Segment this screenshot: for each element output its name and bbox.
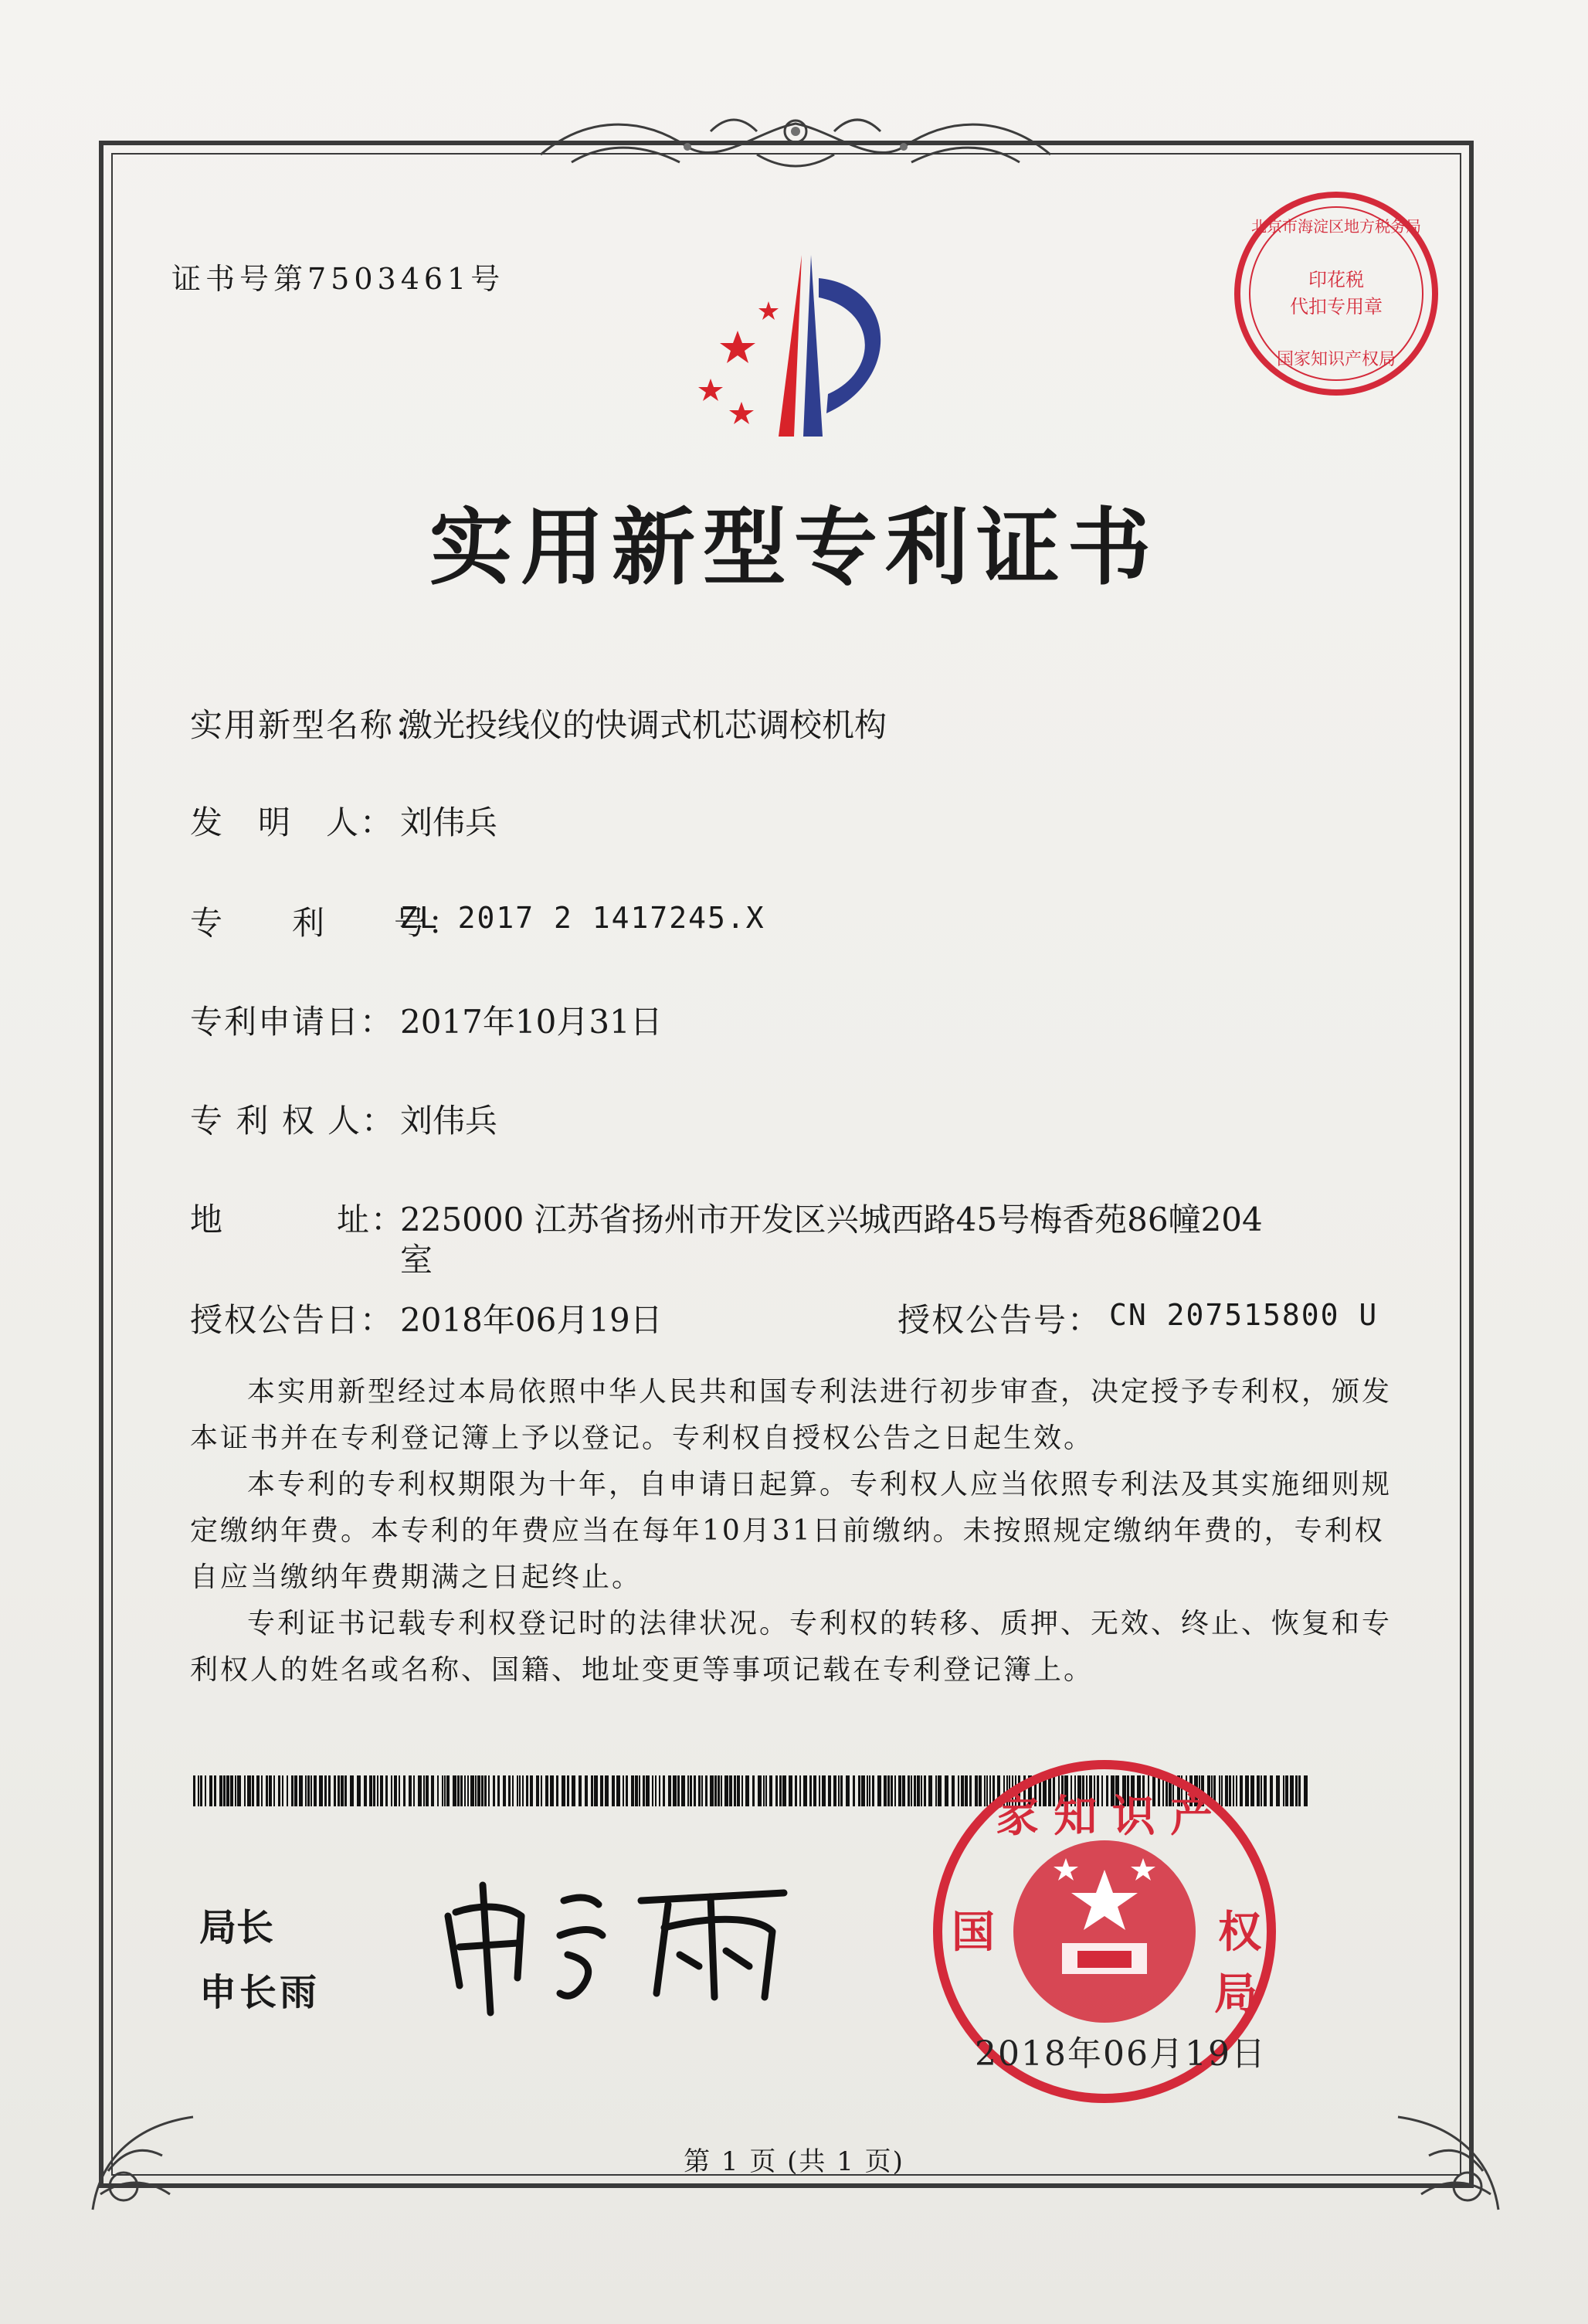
barcode-bar	[380, 1775, 383, 1806]
barcode-bar	[623, 1775, 624, 1806]
svg-text:权: 权	[1218, 1907, 1261, 1958]
barcode-bar	[517, 1775, 518, 1806]
barcode-bar	[324, 1775, 327, 1806]
utility-model-name-value: 激光投线仪的快调式机芯调校机构	[400, 706, 887, 744]
barcode-bar	[668, 1775, 671, 1806]
barcode-bar	[305, 1775, 307, 1806]
barcode-bar	[714, 1775, 717, 1806]
barcode-bar	[803, 1775, 807, 1806]
barcode-bar	[269, 1775, 272, 1806]
barcode-bar	[394, 1775, 397, 1806]
barcode-bar	[652, 1775, 653, 1806]
barcode-bar	[779, 1775, 782, 1806]
barcode-bar	[690, 1775, 692, 1806]
barcode-bar	[1298, 1775, 1301, 1806]
address-label-start: 地	[190, 1201, 225, 1238]
barcode-bar	[338, 1775, 340, 1806]
barcode-bar	[282, 1775, 283, 1806]
application-date-value: 2017年10月31日	[400, 1003, 663, 1041]
barcode-bar	[924, 1775, 926, 1806]
barcode-bar	[853, 1775, 855, 1806]
barcode-bar	[278, 1775, 280, 1806]
barcode-bar	[444, 1775, 446, 1806]
barcode-bar	[299, 1775, 303, 1806]
barcode-bar	[673, 1775, 677, 1806]
barcode-bar	[763, 1775, 765, 1806]
patent-number-label: 专 利 号：	[190, 904, 463, 942]
barcode-bar	[789, 1775, 792, 1806]
paragraph-2: 本专利的专利权期限为十年，自申请日起算。专利权人应当依照专利法及其实施细则规定缴纳年费。本专利的年费应当在每年10月31日前缴纳。未按照规定缴纳年费的，专利权自应当缴纳年费期满之日起终止。	[190, 1469, 1393, 1593]
grant-date-label: 授权公告日：	[190, 1301, 395, 1339]
barcode-bar	[214, 1775, 216, 1806]
grant-number-label: 授权公告号：	[897, 1301, 1102, 1339]
barcode-bar	[655, 1775, 657, 1806]
barcode-bar	[219, 1775, 222, 1806]
barcode-bar	[457, 1775, 460, 1806]
barcode-bar	[314, 1775, 317, 1806]
top-ornament-icon	[525, 100, 1066, 185]
barcode-bar	[894, 1775, 896, 1806]
barcode-bar	[594, 1775, 598, 1806]
barcode-bar	[418, 1775, 422, 1806]
barcode-bar	[205, 1775, 206, 1806]
barcode-bar	[256, 1775, 260, 1806]
barcode-bar	[541, 1775, 542, 1806]
barcode-bar	[782, 1775, 786, 1806]
barcode-bar	[838, 1775, 840, 1806]
barcode-bar	[626, 1775, 628, 1806]
barcode-bar	[1295, 1775, 1298, 1806]
barcode-bar	[724, 1775, 728, 1806]
barcode-bar	[470, 1775, 474, 1806]
barcode-bar	[209, 1775, 212, 1806]
barcode-bar	[446, 1775, 450, 1806]
barcode-bar	[734, 1775, 736, 1806]
barcode-bar	[869, 1775, 870, 1806]
barcode-bar	[1283, 1775, 1284, 1806]
barcode-bar	[1304, 1775, 1308, 1806]
barcode-bar	[437, 1775, 439, 1806]
barcode-bar	[729, 1775, 732, 1806]
barcode-bar	[503, 1775, 506, 1806]
barcode-bar	[522, 1775, 524, 1806]
svg-text:北京市海淀区地方税务局: 北京市海淀区地方税务局	[1251, 217, 1421, 236]
barcode-bar	[631, 1775, 634, 1806]
barcode-bar	[223, 1775, 226, 1806]
barcode-bar	[795, 1775, 797, 1806]
barcode-bar	[643, 1775, 645, 1806]
barcode-bar	[193, 1775, 195, 1806]
barcode-bar	[591, 1775, 593, 1806]
director-signature	[433, 1870, 803, 2017]
barcode-bar	[475, 1775, 477, 1806]
address-value-line1: 225000 江苏省扬州市开发区兴城西路45号梅香苑86幢204	[400, 1201, 1263, 1238]
svg-text:家 知 识 产: 家 知 识 产	[995, 1791, 1214, 1842]
barcode-bar	[244, 1775, 246, 1806]
barcode-bar	[721, 1775, 722, 1806]
barcode-bar	[681, 1775, 685, 1806]
barcode-bar	[701, 1775, 703, 1806]
barcode-bar	[562, 1775, 565, 1806]
barcode-bar	[493, 1775, 495, 1806]
svg-text:印花税: 印花税	[1308, 269, 1364, 290]
barcode-bar	[364, 1775, 367, 1806]
barcode-bar	[567, 1775, 569, 1806]
barcode-bar	[399, 1775, 400, 1806]
svg-text:局: 局	[1214, 1969, 1257, 2020]
barcode-bar	[350, 1775, 354, 1806]
barcode-bar	[519, 1775, 521, 1806]
paragraph-3: 专利证书记载专利权登记时的法律状况。专利权的转移、质押、无效、终止、恢复和专利权人的姓名或名称、国籍、地址变更等事项记载在专利登记簿上。	[190, 1608, 1393, 1686]
patent-office-logo-icon	[664, 247, 919, 448]
barcode-bar	[526, 1775, 528, 1806]
barcode-bar	[775, 1775, 778, 1806]
barcode-bar	[536, 1775, 539, 1806]
barcode-bar	[266, 1775, 268, 1806]
barcode-bar	[687, 1775, 689, 1806]
patentee-label: 专 利 权 人：	[190, 1102, 396, 1140]
barcode-bar	[453, 1775, 456, 1806]
barcode-bar	[605, 1775, 609, 1806]
barcode-bar	[512, 1775, 514, 1806]
barcode-bar	[752, 1775, 755, 1806]
barcode-bar	[261, 1775, 263, 1806]
barcode-bar	[659, 1775, 660, 1806]
barcode-bar	[226, 1775, 229, 1806]
barcode-bar	[377, 1775, 378, 1806]
barcode-bar	[765, 1775, 767, 1806]
barcode-bar	[809, 1775, 812, 1806]
director-name: 申长雨	[199, 1971, 321, 2014]
barcode-bar	[884, 1775, 887, 1806]
barcode-bar	[911, 1775, 912, 1806]
barcode-bar	[488, 1775, 490, 1806]
barcode-bar	[600, 1775, 603, 1806]
barcode-bar	[341, 1775, 344, 1806]
barcode-bar	[908, 1775, 910, 1806]
barcode-bar	[328, 1775, 331, 1806]
svg-text:代扣专用章: 代扣专用章	[1290, 296, 1383, 318]
barcode-bar	[344, 1775, 347, 1806]
barcode-bar	[616, 1775, 620, 1806]
barcode-bar	[237, 1775, 241, 1806]
barcode-bar	[898, 1775, 901, 1806]
barcode-bar	[287, 1775, 288, 1806]
barcode-bar	[200, 1775, 202, 1806]
barcode-bar	[464, 1775, 466, 1806]
barcode-bar	[646, 1775, 650, 1806]
barcode-bar	[431, 1775, 434, 1806]
barcode-bar	[319, 1775, 323, 1806]
barcode-bar	[877, 1775, 881, 1806]
svg-text:国: 国	[952, 1907, 995, 1958]
barcode-bar	[705, 1775, 707, 1806]
barcode-bar	[822, 1775, 826, 1806]
barcode-bar	[310, 1775, 312, 1806]
svg-text:国家知识产权局: 国家知识产权局	[1276, 350, 1396, 369]
barcode-bar	[828, 1775, 831, 1806]
barcode-bar	[442, 1775, 443, 1806]
barcode-bar	[902, 1775, 905, 1806]
barcode-bar	[497, 1775, 500, 1806]
barcode-bar	[710, 1775, 714, 1806]
barcode-bar	[423, 1775, 425, 1806]
barcode-bar	[639, 1775, 640, 1806]
inventor-value: 刘伟兵	[400, 804, 498, 841]
barcode-bar	[307, 1775, 310, 1806]
barcode-bar	[291, 1775, 294, 1806]
barcode-bar	[846, 1775, 850, 1806]
barcode-bar	[718, 1775, 720, 1806]
barcode-bar	[556, 1775, 558, 1806]
barcode-bar	[334, 1775, 336, 1806]
barcode-bar	[819, 1775, 820, 1806]
barcode-bar	[741, 1775, 743, 1806]
barcode-bar	[484, 1775, 487, 1806]
barcode-bar	[867, 1775, 868, 1806]
patentee-value: 刘伟兵	[400, 1102, 498, 1140]
barcode-bar	[391, 1775, 392, 1806]
barcode-bar	[508, 1775, 511, 1806]
barcode-bar	[252, 1775, 254, 1806]
barcode-bar	[758, 1775, 762, 1806]
barcode-bar	[833, 1775, 836, 1806]
barcode-bar	[612, 1775, 615, 1806]
barcode-bar	[914, 1775, 916, 1806]
address-label-end: 址：	[337, 1201, 405, 1238]
barcode-bar	[635, 1775, 638, 1806]
barcode-bar	[745, 1775, 749, 1806]
barcode-bar	[198, 1775, 199, 1806]
barcode-bar	[887, 1775, 890, 1806]
barcode-bar	[230, 1775, 233, 1806]
barcode-bar	[737, 1775, 740, 1806]
director-label: 局长	[199, 1906, 274, 1949]
barcode-bar	[530, 1775, 533, 1806]
barcode-bar	[917, 1775, 920, 1806]
inventor-label: 发 明 人：	[190, 804, 395, 841]
barcode-bar	[247, 1775, 251, 1806]
barcode-bar	[460, 1775, 463, 1806]
patent-number-value: ZL 2017 2 1417245.X	[400, 901, 765, 935]
barcode-bar	[677, 1775, 680, 1806]
barcode-bar	[663, 1775, 665, 1806]
barcode-bar	[858, 1775, 860, 1806]
page-title: 实用新型专利证书	[429, 499, 1159, 596]
barcode-bar	[467, 1775, 469, 1806]
barcode-bar	[572, 1775, 575, 1806]
barcode-bar	[921, 1775, 922, 1806]
address-value-line2: 室	[400, 1241, 433, 1279]
grant-date-value: 2018年06月19日	[400, 1301, 663, 1339]
seal-date: 2018年06月19日	[975, 2034, 1267, 2074]
paragraph-1: 本实用新型经过本局依照中华人民共和国专利法进行初步审查，决定授予专利权，颁发本证书并在专利登记簿上予以登记。专利权自授权公告之日起生效。	[190, 1376, 1393, 1454]
barcode-bar	[698, 1775, 701, 1806]
barcode-bar	[861, 1775, 865, 1806]
barcode-bar	[403, 1775, 405, 1806]
barcode-bar	[799, 1775, 801, 1806]
barcode-bar	[550, 1775, 554, 1806]
barcode-bar	[426, 1775, 429, 1806]
barcode-bar	[545, 1775, 548, 1806]
barcode-bar	[872, 1775, 874, 1806]
barcode-bar	[1285, 1775, 1288, 1806]
page-number: 第 1 页 (共 1 页)	[684, 2146, 904, 2177]
barcode-bar	[369, 1775, 372, 1806]
barcode-bar	[385, 1775, 388, 1806]
barcode-bar	[694, 1775, 696, 1806]
barcode-bar	[235, 1775, 236, 1806]
barcode-bar	[891, 1775, 893, 1806]
barcode-bar	[413, 1775, 415, 1806]
certificate-number: 证书号第7503461号	[171, 262, 505, 296]
utility-model-name-label: 实用新型名称：	[190, 706, 429, 744]
barcode-bar	[273, 1775, 275, 1806]
barcode-bar	[481, 1775, 484, 1806]
grant-number-value: CN 207515800 U	[1109, 1298, 1379, 1332]
barcode-bar	[294, 1775, 297, 1806]
barcode-bar	[373, 1775, 375, 1806]
tax-stamp-seal	[1228, 185, 1444, 402]
barcode-bar	[585, 1775, 588, 1806]
barcode-bar	[1290, 1775, 1294, 1806]
application-date-label: 专利申请日：	[190, 1003, 395, 1041]
barcode-bar	[813, 1775, 816, 1806]
barcode-bar	[409, 1775, 412, 1806]
barcode-bar	[769, 1775, 772, 1806]
barcode-bar	[840, 1775, 843, 1806]
barcode-bar	[357, 1775, 361, 1806]
barcode-bar	[579, 1775, 582, 1806]
barcode-bar	[477, 1775, 480, 1806]
